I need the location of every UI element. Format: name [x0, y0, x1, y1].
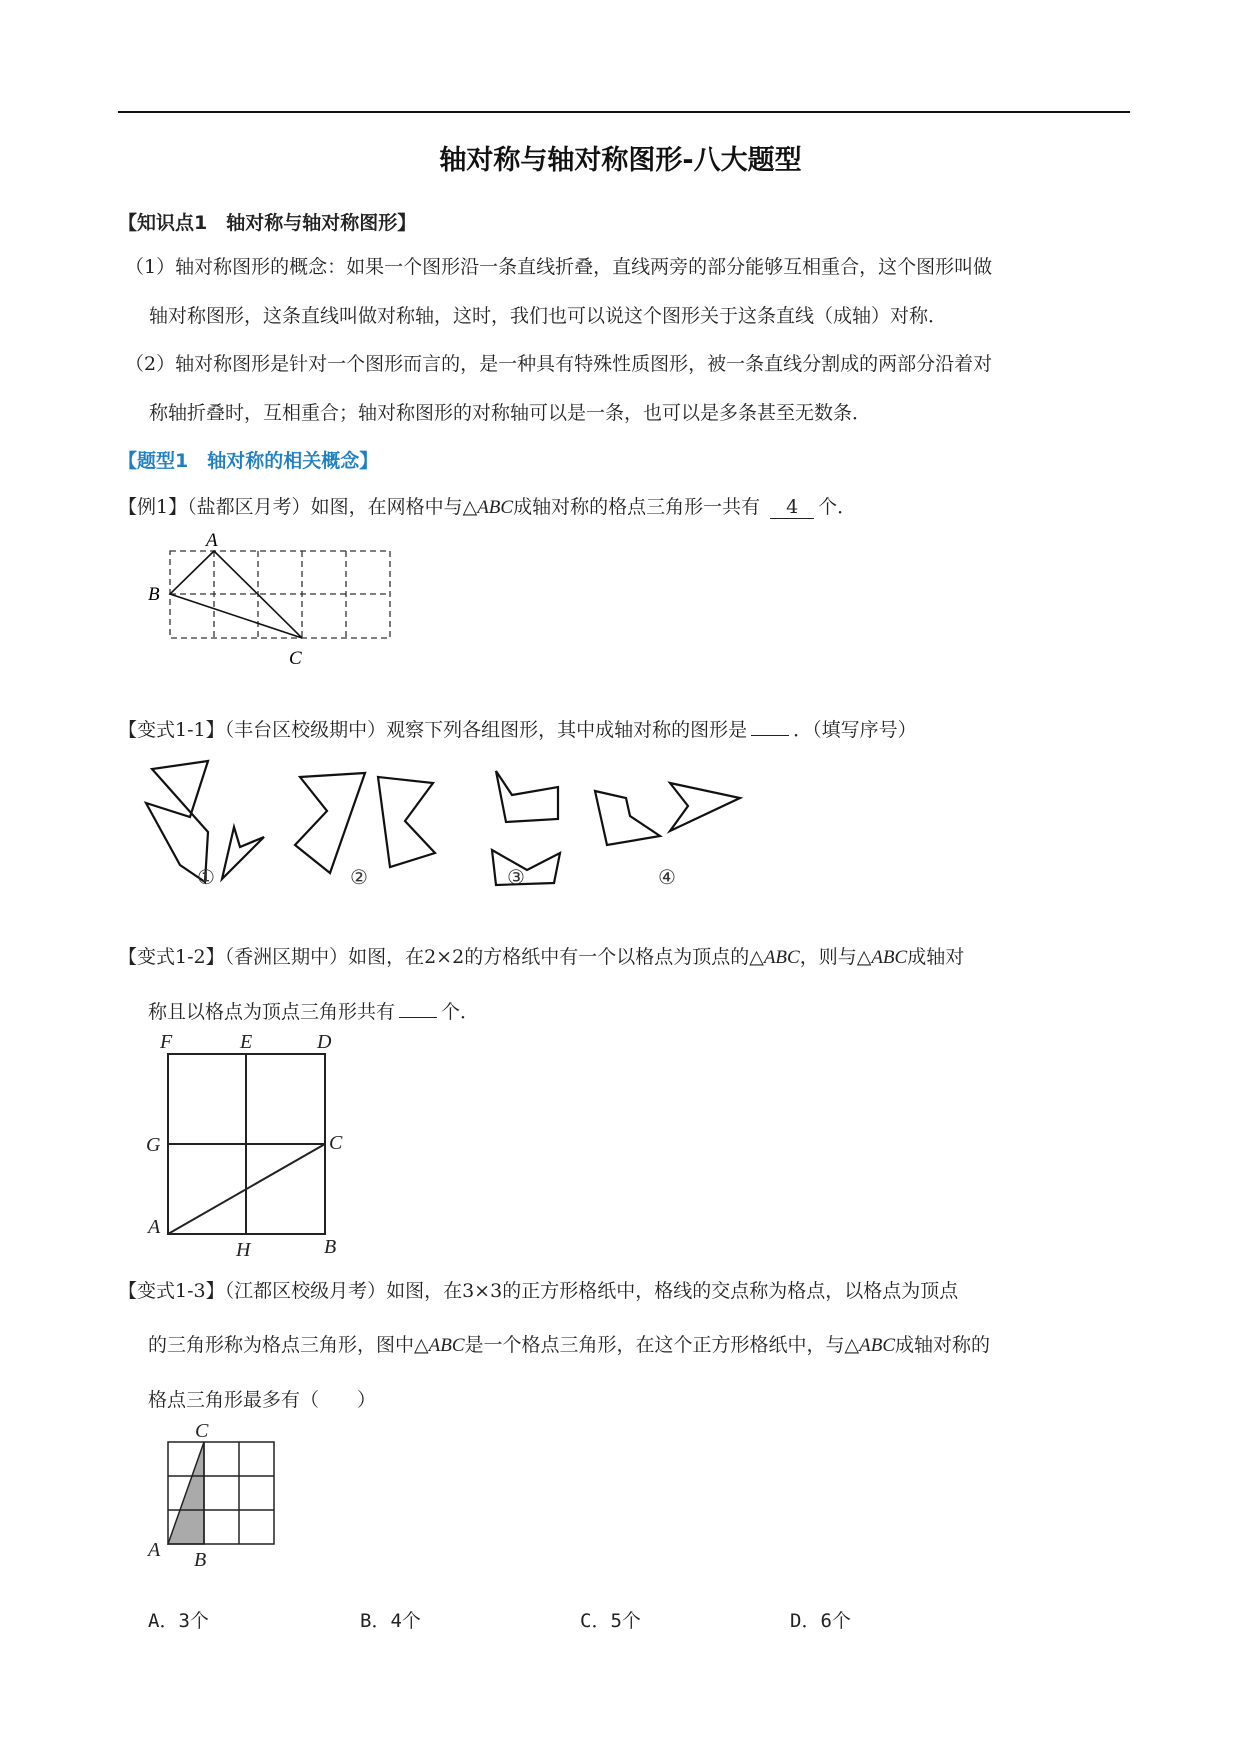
shape-label-1: ①: [197, 867, 215, 889]
question-line: [118, 930, 1133, 985]
variant-1-1-question: [118, 703, 1133, 757]
triangle-name: ABC: [859, 1335, 896, 1356]
type-heading: 【题型1 轴对称的相关概念】: [118, 450, 379, 472]
point-label-f: F: [160, 1031, 173, 1053]
point-label-g: G: [146, 1134, 161, 1156]
shape-label-3: ③: [507, 867, 525, 889]
triangle-name: ABC: [763, 947, 800, 968]
question-line: 格点三角形最多有（ ）: [148, 1389, 377, 1411]
knowledge-paragraph-2: [125, 340, 1135, 438]
point-label-d: D: [317, 1031, 332, 1053]
shape-4-right: [670, 783, 740, 831]
paragraph-line: 称轴折叠时，互相重合；轴对称图形的对称轴可以是一条，也可以是多条甚至无数条．: [149, 402, 872, 424]
example-1-question: [118, 480, 1133, 535]
question-text: 成轴对称的: [895, 1334, 991, 1356]
triangle-name: ABC: [477, 497, 514, 518]
shape-label-4: ④: [658, 867, 676, 889]
option-a[interactable]: A．3个: [148, 1610, 209, 1632]
vertex-label-c: C: [289, 648, 302, 669]
paragraph-line: 轴对称图形，这条直线叫做对称轴，这时，我们也可以说这个图形关于这条直线（成轴）对称．: [149, 305, 948, 327]
question-text: 【变式1-2】（香洲区期中）如图，在2×2的方格纸中有一个以格点为顶点的△: [118, 946, 764, 968]
shape-1-left: [146, 761, 208, 882]
point-label-c: C: [329, 1132, 343, 1154]
question-text: 【变式1-1】（丰台区校级期中）观察下列各组图形，其中成轴对称的图形是: [118, 719, 748, 741]
variant-1-2-question: [118, 930, 1133, 1039]
question-line: [118, 1318, 1133, 1373]
paragraph-line: （2）轴对称图形是针对一个图形而言的，是一种具有特殊性质图形，被一条直线分割成的两部分沿着对: [125, 353, 993, 375]
answer-blank: [399, 1017, 437, 1018]
variant-1-3-question: [118, 1264, 1133, 1427]
example-1-grid-figure: [140, 528, 400, 673]
shape-label-2: ②: [350, 867, 368, 889]
question-text: 个．: [441, 1001, 480, 1023]
question-text: ．（填写序号）: [793, 719, 917, 741]
shape-2-right: [378, 777, 435, 867]
variant-1-3-grid-figure: [140, 1420, 280, 1575]
question-text: ，则与△: [799, 946, 872, 968]
point-label-a: A: [148, 1216, 161, 1238]
shape-3-bottom: [492, 850, 560, 885]
vertex-label-a: A: [206, 530, 218, 551]
triangle-name: ABC: [428, 1335, 465, 1356]
option-d[interactable]: D．6个: [790, 1610, 851, 1632]
triangle-abc-shaded: [168, 1442, 204, 1544]
vertex-label-c: C: [195, 1420, 209, 1442]
shape-2-left: [295, 773, 365, 873]
question-text: 【例1】（盐都区月考）如图，在网格中与△: [118, 496, 478, 518]
variant-1-1-shapes-figure: [140, 755, 760, 895]
vertex-label-a: A: [148, 1539, 161, 1561]
shape-3-top: [496, 771, 558, 822]
point-label-b: B: [324, 1236, 337, 1258]
question-text: 的三角形称为格点三角形，图中△: [148, 1334, 429, 1356]
question-text: 成轴对: [907, 946, 965, 968]
question-text: 个．: [818, 496, 857, 518]
answer-blank: [751, 735, 789, 736]
question-text: 是一个格点三角形，在这个正方形格纸中，与△: [464, 1334, 860, 1356]
header-rule: [118, 111, 1130, 113]
triangle-name: ABC: [871, 947, 908, 968]
paragraph-line: （1）轴对称图形的概念：如果一个图形沿一条直线折叠，直线两旁的部分能够互相重合，这个图形叫做: [125, 256, 993, 278]
vertex-label-b: B: [148, 584, 160, 605]
question-text: 成轴对称的格点三角形一共有: [513, 496, 761, 518]
point-label-h: H: [236, 1239, 251, 1261]
knowledge-paragraph-1: [125, 243, 1135, 341]
shape-4-left: [595, 791, 660, 845]
option-c[interactable]: C．5个: [580, 1610, 641, 1632]
page-title: 轴对称与轴对称图形-八大题型: [439, 145, 802, 176]
point-label-e: E: [240, 1031, 253, 1053]
shape-1-right: [222, 827, 264, 879]
question-line: 【变式1-3】（江都区校级月考）如图，在3×3的正方形格纸中，格线的交点称为格点，以格点为顶点: [118, 1280, 959, 1302]
answer-blank: 4: [770, 496, 814, 519]
knowledge-point-heading: 【知识点1 轴对称与轴对称图形】: [118, 212, 417, 234]
variant-1-2-grid-figure: [140, 1030, 370, 1261]
vertex-label-b: B: [194, 1549, 207, 1571]
question-text: 称且以格点为顶点三角形共有: [148, 1001, 396, 1023]
option-b[interactable]: B．4个: [360, 1610, 421, 1632]
